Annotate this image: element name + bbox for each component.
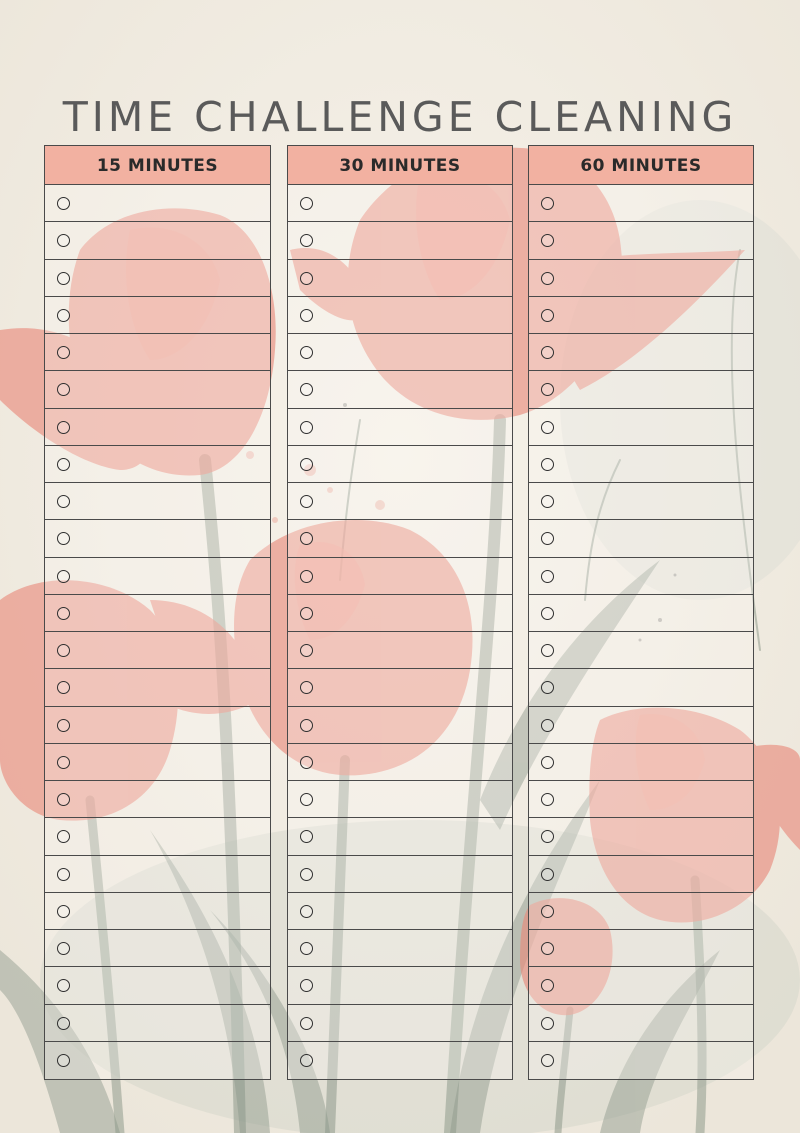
checkbox-circle-icon[interactable] (541, 756, 554, 769)
task-row[interactable] (288, 818, 512, 855)
task-row[interactable] (529, 595, 753, 632)
task-row[interactable] (288, 856, 512, 893)
checkbox-circle-icon[interactable] (300, 793, 313, 806)
checkbox-circle-icon[interactable] (300, 570, 313, 583)
checkbox-circle-icon[interactable] (57, 979, 70, 992)
task-row[interactable] (45, 744, 270, 781)
task-row[interactable] (288, 558, 512, 595)
checkbox-circle-icon[interactable] (541, 197, 554, 210)
task-row[interactable] (45, 520, 270, 557)
checkbox-circle-icon[interactable] (300, 1017, 313, 1030)
task-row[interactable] (529, 558, 753, 595)
task-row[interactable] (288, 520, 512, 557)
checkbox-circle-icon[interactable] (541, 644, 554, 657)
checkbox-circle-icon[interactable] (541, 272, 554, 285)
checkbox-circle-icon[interactable] (57, 570, 70, 583)
task-row[interactable] (288, 260, 512, 297)
checkbox-circle-icon[interactable] (300, 830, 313, 843)
task-row[interactable] (288, 185, 512, 222)
checkbox-circle-icon[interactable] (300, 719, 313, 732)
column-header-60-minutes: 60 MINUTES (529, 146, 753, 185)
checkbox-circle-icon[interactable] (57, 793, 70, 806)
checkbox-circle-icon[interactable] (541, 942, 554, 955)
task-row[interactable] (288, 632, 512, 669)
task-row[interactable] (45, 371, 270, 408)
task-row[interactable] (529, 856, 753, 893)
task-row[interactable] (45, 1042, 270, 1079)
task-row[interactable] (529, 483, 753, 520)
task-row[interactable] (529, 260, 753, 297)
task-row[interactable] (529, 744, 753, 781)
task-row[interactable] (529, 297, 753, 334)
checkbox-circle-icon[interactable] (57, 383, 70, 396)
checkbox-circle-icon[interactable] (57, 421, 70, 434)
task-row[interactable] (45, 446, 270, 483)
task-row[interactable] (529, 446, 753, 483)
checkbox-circle-icon[interactable] (541, 532, 554, 545)
task-row[interactable] (529, 334, 753, 371)
column-header-30-minutes: 30 MINUTES (288, 146, 512, 185)
checkbox-circle-icon[interactable] (57, 495, 70, 508)
task-row[interactable] (288, 371, 512, 408)
task-row[interactable] (45, 669, 270, 706)
task-row[interactable] (288, 707, 512, 744)
task-list (529, 185, 753, 1079)
checkbox-circle-icon[interactable] (541, 421, 554, 434)
task-row[interactable] (529, 1005, 753, 1042)
checkbox-circle-icon[interactable] (57, 607, 70, 620)
checkbox-circle-icon[interactable] (57, 644, 70, 657)
checkbox-circle-icon[interactable] (541, 681, 554, 694)
checkbox-circle-icon[interactable] (541, 234, 554, 247)
task-row[interactable] (529, 409, 753, 446)
task-row[interactable] (288, 483, 512, 520)
task-list (45, 185, 270, 1079)
checkbox-circle-icon[interactable] (300, 197, 313, 210)
checkbox-circle-icon[interactable] (541, 719, 554, 732)
task-row[interactable] (45, 334, 270, 371)
checkbox-circle-icon[interactable] (300, 942, 313, 955)
task-row[interactable] (45, 595, 270, 632)
checkbox-circle-icon[interactable] (541, 1017, 554, 1030)
task-row[interactable] (529, 371, 753, 408)
task-row[interactable] (529, 707, 753, 744)
task-row[interactable] (288, 409, 512, 446)
checkbox-circle-icon[interactable] (300, 1054, 313, 1067)
task-row[interactable] (529, 930, 753, 967)
task-row[interactable] (529, 967, 753, 1004)
task-row[interactable] (288, 744, 512, 781)
page-title: TIME CHALLENGE CLEANING (62, 93, 738, 142)
checkbox-circle-icon[interactable] (300, 346, 313, 359)
checkbox-circle-icon[interactable] (57, 868, 70, 881)
checkbox-circle-icon[interactable] (300, 756, 313, 769)
checkbox-circle-icon[interactable] (300, 421, 313, 434)
task-row[interactable] (45, 409, 270, 446)
checkbox-circle-icon[interactable] (300, 979, 313, 992)
checkbox-circle-icon[interactable] (57, 830, 70, 843)
task-row[interactable] (529, 893, 753, 930)
task-row[interactable] (529, 185, 753, 222)
task-row[interactable] (529, 1042, 753, 1079)
checkbox-circle-icon[interactable] (541, 346, 554, 359)
checkbox-circle-icon[interactable] (541, 905, 554, 918)
checkbox-circle-icon[interactable] (57, 532, 70, 545)
checkbox-circle-icon[interactable] (57, 681, 70, 694)
checkbox-circle-icon[interactable] (300, 681, 313, 694)
task-row[interactable] (529, 818, 753, 855)
task-row[interactable] (288, 893, 512, 930)
task-row[interactable] (45, 1005, 270, 1042)
column-header-15-minutes: 15 MINUTES (45, 146, 270, 185)
task-row[interactable] (288, 595, 512, 632)
checkbox-circle-icon[interactable] (541, 607, 554, 620)
checkbox-circle-icon[interactable] (300, 458, 313, 471)
task-row[interactable] (288, 1042, 512, 1079)
task-row[interactable] (288, 930, 512, 967)
checkbox-circle-icon[interactable] (57, 1054, 70, 1067)
task-row[interactable] (45, 930, 270, 967)
column-30-minutes (287, 145, 513, 1080)
task-row[interactable] (529, 632, 753, 669)
checkbox-circle-icon[interactable] (541, 1054, 554, 1067)
task-row[interactable] (529, 669, 753, 706)
checkbox-circle-icon[interactable] (57, 272, 70, 285)
checkbox-circle-icon[interactable] (300, 607, 313, 620)
task-row[interactable] (529, 781, 753, 818)
checkbox-circle-icon[interactable] (541, 868, 554, 881)
task-row[interactable] (45, 558, 270, 595)
column-15-minutes (44, 145, 271, 1080)
checkbox-circle-icon[interactable] (57, 197, 70, 210)
task-row[interactable] (288, 781, 512, 818)
checkbox-circle-icon[interactable] (300, 868, 313, 881)
task-row[interactable] (45, 818, 270, 855)
checkbox-circle-icon[interactable] (300, 905, 313, 918)
checkbox-circle-icon[interactable] (300, 234, 313, 247)
task-row[interactable] (288, 1005, 512, 1042)
task-list (288, 185, 512, 1079)
checkbox-circle-icon[interactable] (57, 1017, 70, 1030)
task-row[interactable] (45, 297, 270, 334)
checkbox-circle-icon[interactable] (300, 644, 313, 657)
task-row[interactable] (45, 185, 270, 222)
task-row[interactable] (45, 967, 270, 1004)
checkbox-circle-icon[interactable] (541, 309, 554, 322)
task-row[interactable] (45, 893, 270, 930)
task-row[interactable] (288, 967, 512, 1004)
checkbox-circle-icon[interactable] (541, 495, 554, 508)
column-60-minutes (528, 145, 754, 1080)
task-row[interactable] (45, 632, 270, 669)
checkbox-circle-icon[interactable] (57, 719, 70, 732)
checkbox-circle-icon[interactable] (57, 234, 70, 247)
checkbox-circle-icon[interactable] (57, 756, 70, 769)
task-row[interactable] (45, 483, 270, 520)
checkbox-circle-icon[interactable] (300, 495, 313, 508)
task-row[interactable] (529, 222, 753, 259)
checkbox-circle-icon[interactable] (57, 346, 70, 359)
task-row[interactable] (288, 669, 512, 706)
checkbox-circle-icon[interactable] (541, 570, 554, 583)
checkbox-circle-icon[interactable] (57, 458, 70, 471)
task-row[interactable] (529, 520, 753, 557)
checkbox-circle-icon[interactable] (57, 942, 70, 955)
checkbox-circle-icon[interactable] (300, 309, 313, 322)
checkbox-circle-icon[interactable] (57, 905, 70, 918)
checkbox-circle-icon[interactable] (300, 383, 313, 396)
checkbox-circle-icon[interactable] (300, 272, 313, 285)
task-row[interactable] (45, 781, 270, 818)
task-row[interactable] (45, 856, 270, 893)
task-row[interactable] (45, 222, 270, 259)
task-row[interactable] (45, 707, 270, 744)
task-row[interactable] (288, 222, 512, 259)
checkbox-circle-icon[interactable] (541, 830, 554, 843)
task-row[interactable] (288, 446, 512, 483)
checkbox-circle-icon[interactable] (541, 979, 554, 992)
task-row[interactable] (288, 334, 512, 371)
checkbox-circle-icon[interactable] (541, 793, 554, 806)
checkbox-circle-icon[interactable] (541, 458, 554, 471)
task-row[interactable] (288, 297, 512, 334)
task-row[interactable] (45, 260, 270, 297)
checkbox-circle-icon[interactable] (57, 309, 70, 322)
checkbox-circle-icon[interactable] (300, 532, 313, 545)
checkbox-circle-icon[interactable] (541, 383, 554, 396)
